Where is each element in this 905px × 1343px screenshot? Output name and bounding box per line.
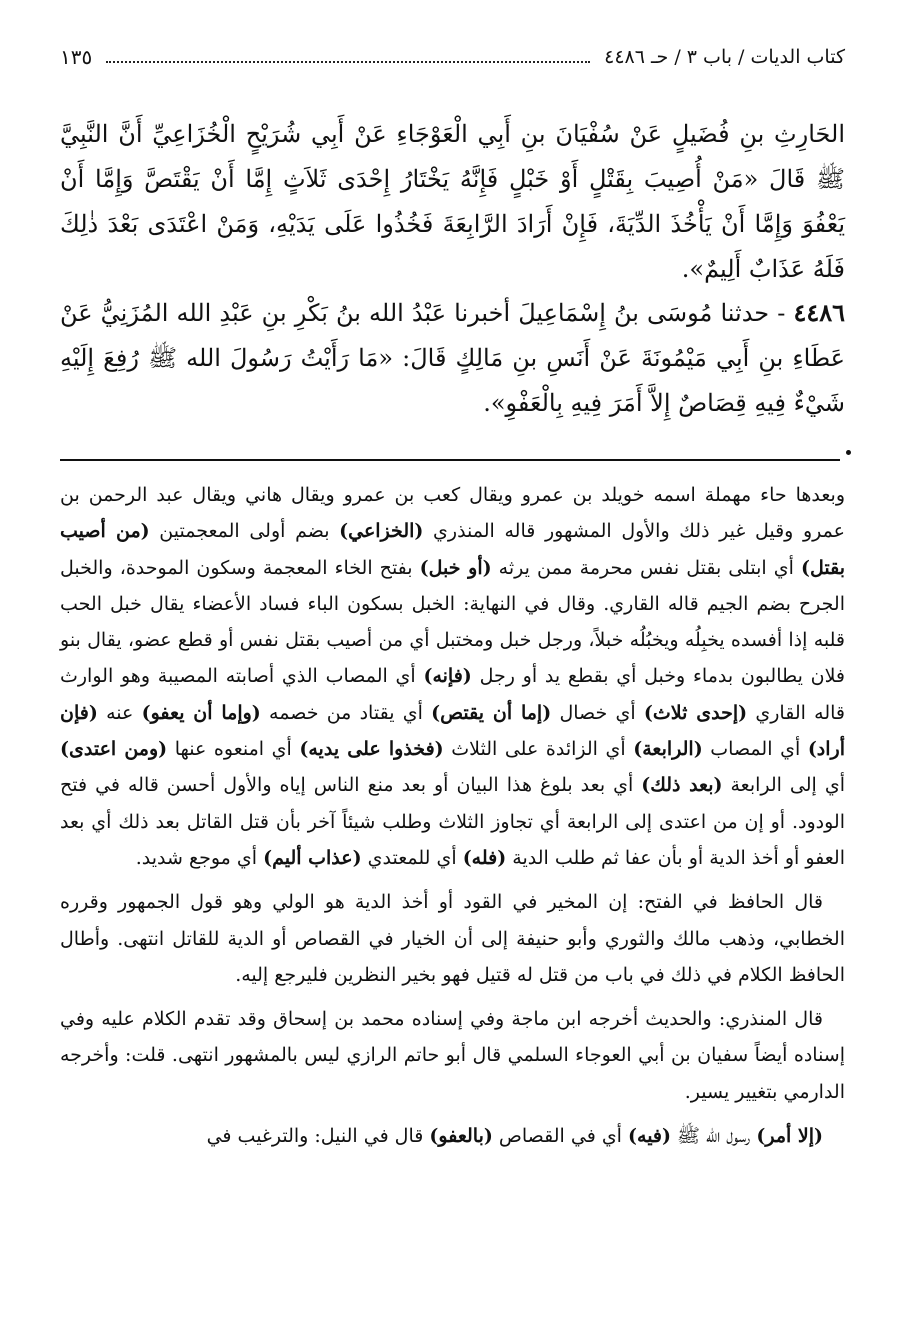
commentary-section — [60, 477, 845, 1154]
commentary-term: (وإما أن يعفو) — [141, 701, 261, 724]
commentary-term: (ومن اعتدى) — [60, 738, 168, 761]
commentary-term: (عذاب أليم) — [263, 846, 362, 869]
page-number: ١٣٥ — [60, 45, 93, 69]
hadith-4486 — [60, 290, 845, 426]
commentary-text: أي يقتاد من خصمه — [260, 701, 432, 724]
page — [60, 30, 845, 1330]
commentary-text: أي إلى الرابعة — [722, 774, 845, 797]
commentary-text: أي المصاب — [702, 738, 808, 761]
commentary-term: (إلا أمر) — [756, 1125, 823, 1148]
commentary-paragraph — [60, 477, 845, 876]
commentary-text: أي بعد بلوغ هذا البيان أو بعد منع الناس إياه والأول أحسن قاله في فتح الودود. أو إن من اعتدى إلى الرابعة أي تجاوز الثلاث وطلب شيئاً آخر بأن قتل القاتل بعد ذلك أي بعد العفو أو أخذ الدية أو بأن عفا ثم طلب الدية — [60, 774, 845, 869]
commentary-text: أي المصاب الذي أصابته المصيبة وهو الوارث قاله القاري — [60, 665, 845, 724]
commentary-term: (فإنه) — [423, 665, 472, 688]
page-header — [60, 40, 845, 74]
commentary-text: أي للمعتدي — [361, 846, 463, 869]
commentary-term: (الرابعة) — [633, 738, 703, 761]
footnote-separator — [60, 459, 840, 461]
commentary-text: عنه — [97, 701, 142, 724]
commentary-term: (إما أن يقتص) — [431, 701, 552, 724]
commentary-term: (فله) — [462, 846, 507, 869]
hadith-paragraph — [60, 290, 845, 426]
leader-dots — [106, 59, 590, 63]
commentary-text: أي في القصاص — [492, 1125, 629, 1148]
commentary-text: بفتح الخاء المعجمة وسكون الموحدة، والخبل الجرح بضم الجيم قاله القاري. وقال في النهاية: الخبل بسكون الباء فساد الأعضاء يقال خبل الحب قلبه إذا أفسده يخبِلُه ويخبُلُه خبلاً، ورجل خبل ومختبل أي من أصيب بقتل نفس أو قطع عضو، يقال بنو فلان يطالبون بدماء وخبل أي بقطع يد أو رجل — [60, 556, 845, 688]
commentary-term: (من أصيب بقتل) — [60, 520, 846, 579]
commentary-term: (أو خبل) — [419, 556, 492, 579]
running-title: كتاب الديات / باب ٣ / حـ ٤٤٨٦ — [604, 46, 845, 68]
commentary-text: أي موجع شديد. — [135, 846, 264, 869]
commentary-paragraph: قال الحافظ في الفتح: إن المخير في القود أو أخذ الدية هو الولي وهو قول الجمهور وقرره الخطابي، وذهب مالك والثوري وأبو حنيفة إلى أن الخيار في القصاص أو الدية للقاتل انتهى. وأطال الحافظ الكلام في ذلك في باب من قتل له قتيل فهو بخير النظرين فليرجع إليه. — [60, 891, 845, 986]
commentary-term: (فخذوا على يديه) — [299, 738, 444, 761]
commentary-term: (بعد ذلك) — [641, 774, 723, 797]
hadith-paragraph: الحَارِثِ بنِ فُضَيلٍ عَنْ سُفْيَانَ بنِ أَبِي الْعَوْجَاءِ عَنْ أَبِي شُرَيْحٍ الْخُزَاعِيِّ أَنَّ النَّبِيَّ ﷺ قَالَ «مَنْ أُصِيبَ بِقَتْلٍ أَوْ خَبْلٍ فَإِنَّهُ يَخْتَارُ إِحْدَى ثَلاَثٍ إِمَّا أَنْ يَقْتَصَّ وَإِمَّا أَنْ يَعْفُوَ وَإِمَّا أَنْ يَأْخُذَ الدِّيَةَ، فَإِنْ أَرَادَ الرَّابِعَةَ فَخُذُوا عَلَى يَدَيْهِ، وَمَنْ اعْتَدَى بَعْدَ ذٰلِكَ فَلَهُ عَذَابٌ أَلِيمٌ». — [60, 120, 845, 283]
margin-mark — [846, 450, 851, 455]
hadith-body: - حدثنا مُوسَى بنُ إِسْمَاعِيلَ أخبرنا عَبْدُ الله بنُ بَكْرِ بنِ عَبْدِ الله المُزَنِيُّ عَنْ عَطَاءِ بنِ أَبِي مَيْمُونَةَ عَنْ أَنَسِ بنِ مَالِكٍ قَالَ: «مَا رَأَيْتُ رَسُولَ الله ﷺ رُفِعَ إِلَيْهِ شَيْءٌ فِيهِ قِصَاصٌ إِلاَّ أَمَرَ فِيهِ بِالْعَفْوِ». — [60, 299, 845, 417]
commentary-term: (إحدى ثلاث) — [643, 701, 748, 724]
commentary-text: أي الزائدة على الثلاث — [443, 738, 634, 761]
commentary-term: (الخزاعي) — [339, 520, 424, 543]
commentary-paragraph — [60, 1118, 845, 1154]
commentary-text: قال في النيل: والترغيب في — [206, 1125, 430, 1148]
commentary-text: أي امنعوه عنها — [167, 738, 300, 761]
commentary-term: (فيه) — [628, 1125, 671, 1148]
commentary-term: (فإن أراد) — [60, 701, 845, 761]
hadith-number: ٤٤٨٦ — [793, 298, 845, 327]
commentary-paragraph: قال المنذري: والحديث أخرجه ابن ماجة وفي إسناده محمد بن إسحاق وقد تقدم الكلام عليه وفي إسناده أيضاً سفيان بن أبي العوجاء السلمي قال أبو حاتم الرازي ليس بالمشهور انتهى. قلت: وأخرجه الدارمي بتغيير يسير. — [60, 1008, 845, 1103]
commentary-text: رسول الله ﷺ — [671, 1125, 757, 1148]
commentary-text: أي ابتلى بقتل نفس محرمة ممن يرثه — [491, 556, 801, 579]
commentary-text: بضم أولى المعجمتين — [149, 520, 340, 543]
commentary-text: وبعدها حاء مهملة اسمه خويلد بن عمرو ويقال كعب بن عمرو ويقال هاني ويقال عبد الرحمن بن عمرو وقيل غير ذلك والأول المشهور قاله المنذري — [60, 484, 845, 543]
commentary-text: أي خصال — [551, 701, 644, 724]
hadith-text-continued — [60, 112, 845, 292]
commentary-term: (بالعفو) — [429, 1125, 493, 1148]
